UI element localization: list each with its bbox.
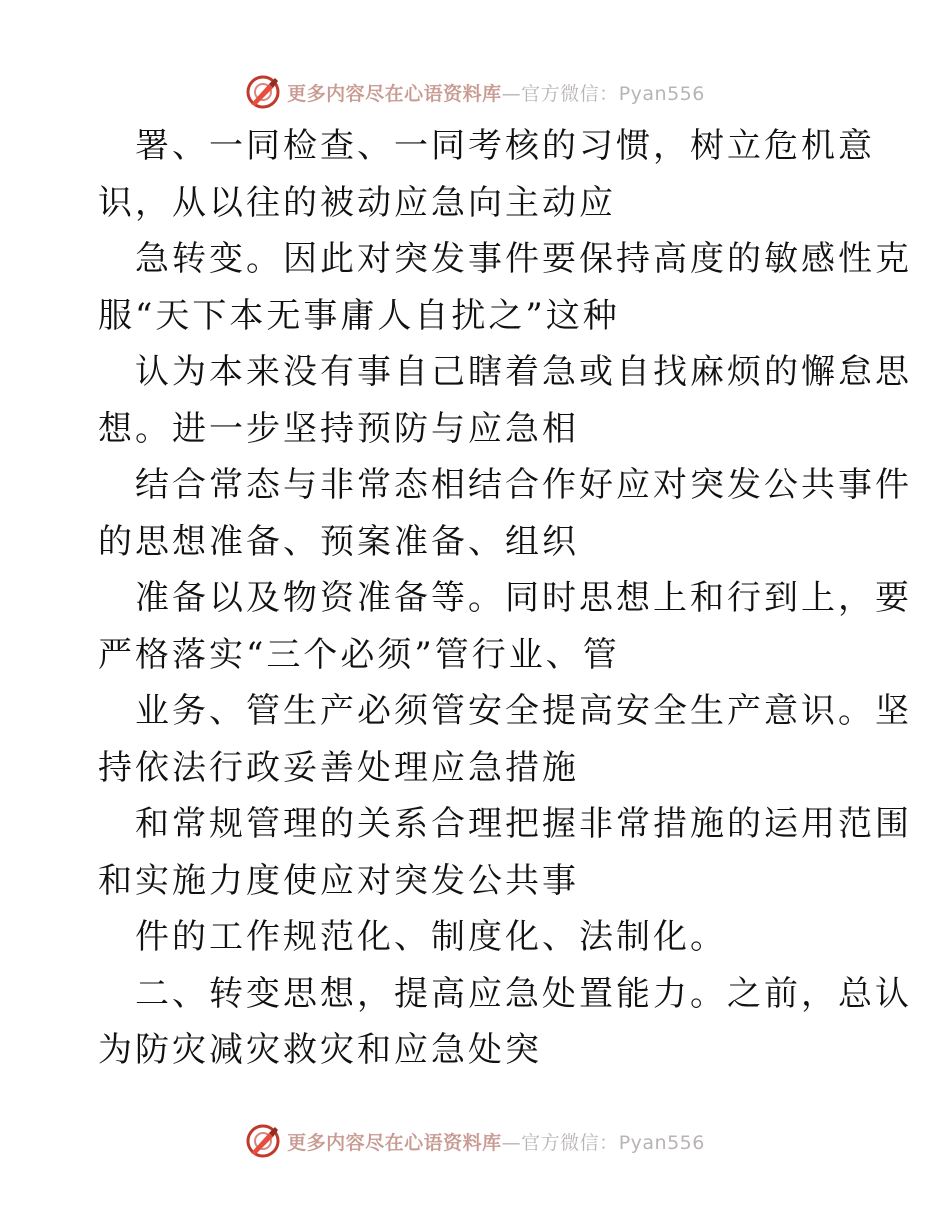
paragraph-line: 认为本来没有事自己瞎着急或自找麻烦的懈怠思: [135, 352, 912, 392]
paragraph: [98, 796, 912, 909]
paragraph-line: 二、转变思想，提高应急处置能力。之前，总认: [135, 973, 912, 1014]
paragraph: [98, 966, 912, 1079]
paragraph-line: 结合常态与非常态相结合作好应对突发公共事件: [135, 465, 912, 505]
paragraph-line: 服“天下本无事庸人自扰之”这种: [98, 295, 620, 336]
paragraph-line: 为防灾减灾救灾和应急处突: [98, 1030, 542, 1070]
banner-wechat-label: 官方微信：: [521, 82, 619, 105]
paragraph-line: 急转变。因此对突发事件要保持高度的敏感性克: [135, 239, 912, 279]
paragraph: [98, 570, 912, 683]
document-body: [98, 118, 912, 1079]
red-pen-logo-icon: [245, 1123, 281, 1159]
paragraph-line: 持依法行政妥善处理应急措施: [98, 747, 579, 788]
banner-main-text: 更多内容尽在心语资料库: [287, 82, 502, 105]
banner-wechat-id: Pyan556: [618, 1131, 705, 1154]
paragraph: [98, 344, 912, 457]
paragraph: [98, 457, 912, 570]
paragraph: [98, 231, 912, 344]
paragraph-line: 署、一同检查、一同考核的习惯，树立危机意: [135, 126, 875, 166]
red-pen-logo-icon: [245, 74, 281, 110]
paragraph-line: 严格落实“三个必须”管行业、管: [98, 634, 620, 675]
banner-separator: —: [501, 1131, 522, 1154]
footer-banner: [0, 1121, 950, 1161]
paragraph-line: 想。进一步坚持预防与应急相: [98, 408, 579, 449]
banner-separator: —: [501, 82, 522, 105]
banner-text: [287, 79, 705, 106]
paragraph-line: 准备以及物资准备等。同时思想上和行到上，要: [135, 578, 912, 618]
paragraph: [98, 118, 898, 231]
paragraph-line: 的思想准备、预案准备、组织: [98, 521, 579, 562]
paragraph-line: 和常规管理的关系合理把握非常措施的运用范围: [135, 804, 912, 844]
banner-text: [287, 1128, 705, 1155]
banner-wechat-label: 官方微信：: [521, 1131, 619, 1154]
banner-wechat-id: Pyan556: [618, 82, 705, 105]
header-banner: [0, 72, 950, 112]
paragraph: [98, 683, 912, 796]
paragraph-line: 件的工作规范化、制度化、法制化。: [135, 917, 727, 957]
banner-main-text: 更多内容尽在心语资料库: [287, 1131, 502, 1154]
paragraph-line: 和实施力度使应对突发公共事: [98, 860, 579, 901]
paragraph-line: 业务、管生产必须管安全提高安全生产意识。坚: [135, 691, 912, 731]
paragraph-line: 识，从以往的被动应急向主动应: [98, 182, 616, 223]
paragraph: [98, 909, 898, 966]
